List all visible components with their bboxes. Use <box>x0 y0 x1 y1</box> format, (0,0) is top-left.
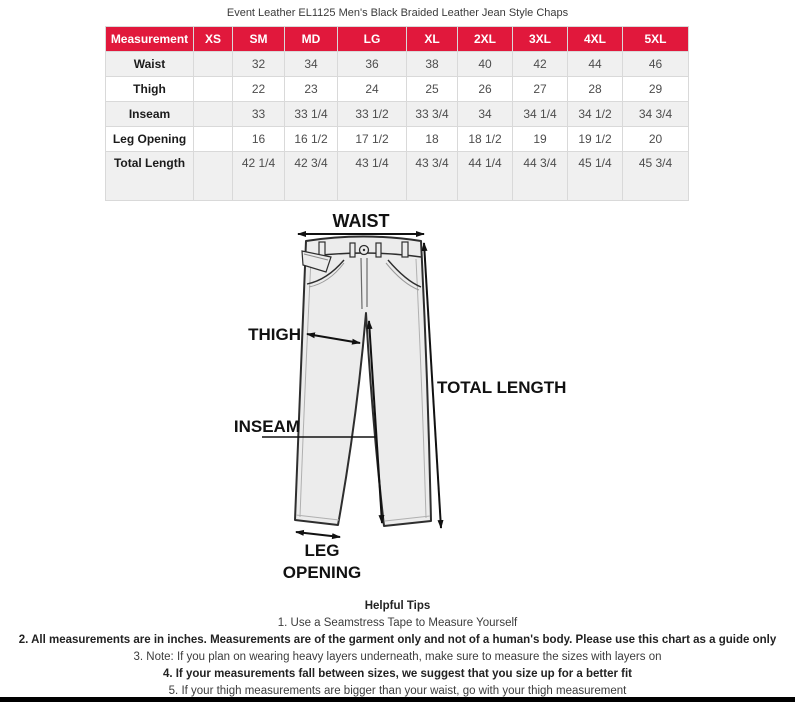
column-header-sm: SM <box>233 27 285 52</box>
size-value-cell: 45 1/4 <box>568 152 623 201</box>
size-value-cell <box>194 77 233 102</box>
table-row <box>106 102 689 127</box>
table-row <box>106 77 689 102</box>
size-value-cell: 43 1/4 <box>338 152 407 201</box>
tips-list <box>0 615 795 700</box>
helpful-tips-section <box>0 586 795 700</box>
thigh-label: THIGH <box>248 325 301 344</box>
bottom-divider-bar <box>0 697 795 702</box>
column-header-3xl: 3XL <box>513 27 568 52</box>
tip-line: 1. Use a Seamstress Tape to Measure Yourself <box>277 617 518 629</box>
column-header-5xl: 5XL <box>623 27 689 52</box>
size-value-cell: 27 <box>513 77 568 102</box>
leg-opening-arrow <box>296 532 340 537</box>
size-value-cell: 42 1/4 <box>233 152 285 201</box>
size-chart-table <box>105 26 689 201</box>
size-value-cell: 36 <box>338 52 407 77</box>
size-value-cell: 19 <box>513 127 568 152</box>
column-header-4xl: 4XL <box>568 27 623 52</box>
leg-opening-label-line2: OPENING <box>282 563 362 582</box>
size-value-cell: 33 1/2 <box>338 102 407 127</box>
size-value-cell: 33 <box>233 102 285 127</box>
column-header-xs: XS <box>194 27 233 52</box>
row-label: Inseam <box>106 102 194 127</box>
waist-label: WAIST <box>332 211 390 231</box>
size-value-cell: 45 3/4 <box>623 152 689 201</box>
size-value-cell: 32 <box>233 52 285 77</box>
size-chart-header-row <box>106 27 689 52</box>
size-value-cell: 42 <box>513 52 568 77</box>
row-label: Thigh <box>106 77 194 102</box>
size-value-cell: 18 1/2 <box>458 127 513 152</box>
inseam-label: INSEAM <box>233 417 300 436</box>
row-label: Total Length <box>106 152 194 201</box>
size-value-cell <box>194 127 233 152</box>
size-value-cell: 17 1/2 <box>338 127 407 152</box>
tip-line: 5. If your thigh measurements are bigger than your waist, go with your thigh measurement <box>168 685 627 697</box>
size-value-cell: 34 1/2 <box>568 102 623 127</box>
waist-button-center <box>363 249 365 251</box>
size-value-cell: 44 1/4 <box>458 152 513 201</box>
belt-loop <box>376 243 381 257</box>
size-value-cell <box>194 52 233 77</box>
size-value-cell: 25 <box>407 77 458 102</box>
size-value-cell: 43 3/4 <box>407 152 458 201</box>
size-value-cell: 34 <box>285 52 338 77</box>
size-value-cell: 34 <box>458 102 513 127</box>
size-value-cell: 16 <box>233 127 285 152</box>
pants-illustration <box>295 237 431 527</box>
tip-line: 3. Note: If you plan on wearing heavy layers underneath, make sure to measure the sizes with layers on <box>133 651 662 663</box>
size-value-cell: 46 <box>623 52 689 77</box>
size-value-cell: 18 <box>407 127 458 152</box>
pants-outline <box>295 237 431 527</box>
size-value-cell: 29 <box>623 77 689 102</box>
size-value-cell: 19 1/2 <box>568 127 623 152</box>
size-value-cell: 28 <box>568 77 623 102</box>
size-value-cell: 20 <box>623 127 689 152</box>
size-value-cell: 34 1/4 <box>513 102 568 127</box>
table-row <box>106 52 689 77</box>
size-value-cell: 33 1/4 <box>285 102 338 127</box>
table-row <box>106 152 689 201</box>
belt-loop <box>402 242 408 257</box>
size-value-cell <box>194 152 233 201</box>
size-value-cell: 16 1/2 <box>285 127 338 152</box>
size-value-cell: 40 <box>458 52 513 77</box>
column-header-2xl: 2XL <box>458 27 513 52</box>
size-value-cell: 22 <box>233 77 285 102</box>
column-header-measurement: Measurement <box>106 27 194 52</box>
page-title: Event Leather EL1125 Men's Black Braided Leather Jean Style Chaps <box>226 7 569 19</box>
tips-heading: Helpful Tips <box>364 600 431 612</box>
size-value-cell: 33 3/4 <box>407 102 458 127</box>
size-value-cell: 42 3/4 <box>285 152 338 201</box>
size-value-cell: 38 <box>407 52 458 77</box>
measurement-diagram <box>0 201 795 586</box>
belt-loop <box>350 243 355 257</box>
leg-opening-label-line1: LEG <box>304 541 340 560</box>
column-header-md: MD <box>285 27 338 52</box>
total-length-label: TOTAL LENGTH <box>437 378 567 397</box>
table-row <box>106 127 689 152</box>
size-value-cell: 26 <box>458 77 513 102</box>
column-header-lg: LG <box>338 27 407 52</box>
size-value-cell: 34 3/4 <box>623 102 689 127</box>
tip-line: 4. If your measurements fall between sizes, we suggest that you size up for a better fit <box>162 668 633 680</box>
size-value-cell: 23 <box>285 77 338 102</box>
size-chart-body <box>106 52 689 201</box>
size-value-cell: 24 <box>338 77 407 102</box>
column-header-xl: XL <box>407 27 458 52</box>
size-value-cell: 44 3/4 <box>513 152 568 201</box>
row-label: Leg Opening <box>106 127 194 152</box>
tip-line: 2. All measurements are in inches. Measurements are of the garment only and not of a human's body. Please use this chart as a guide only <box>18 634 777 646</box>
row-label: Waist <box>106 52 194 77</box>
size-value-cell: 44 <box>568 52 623 77</box>
size-value-cell <box>194 102 233 127</box>
